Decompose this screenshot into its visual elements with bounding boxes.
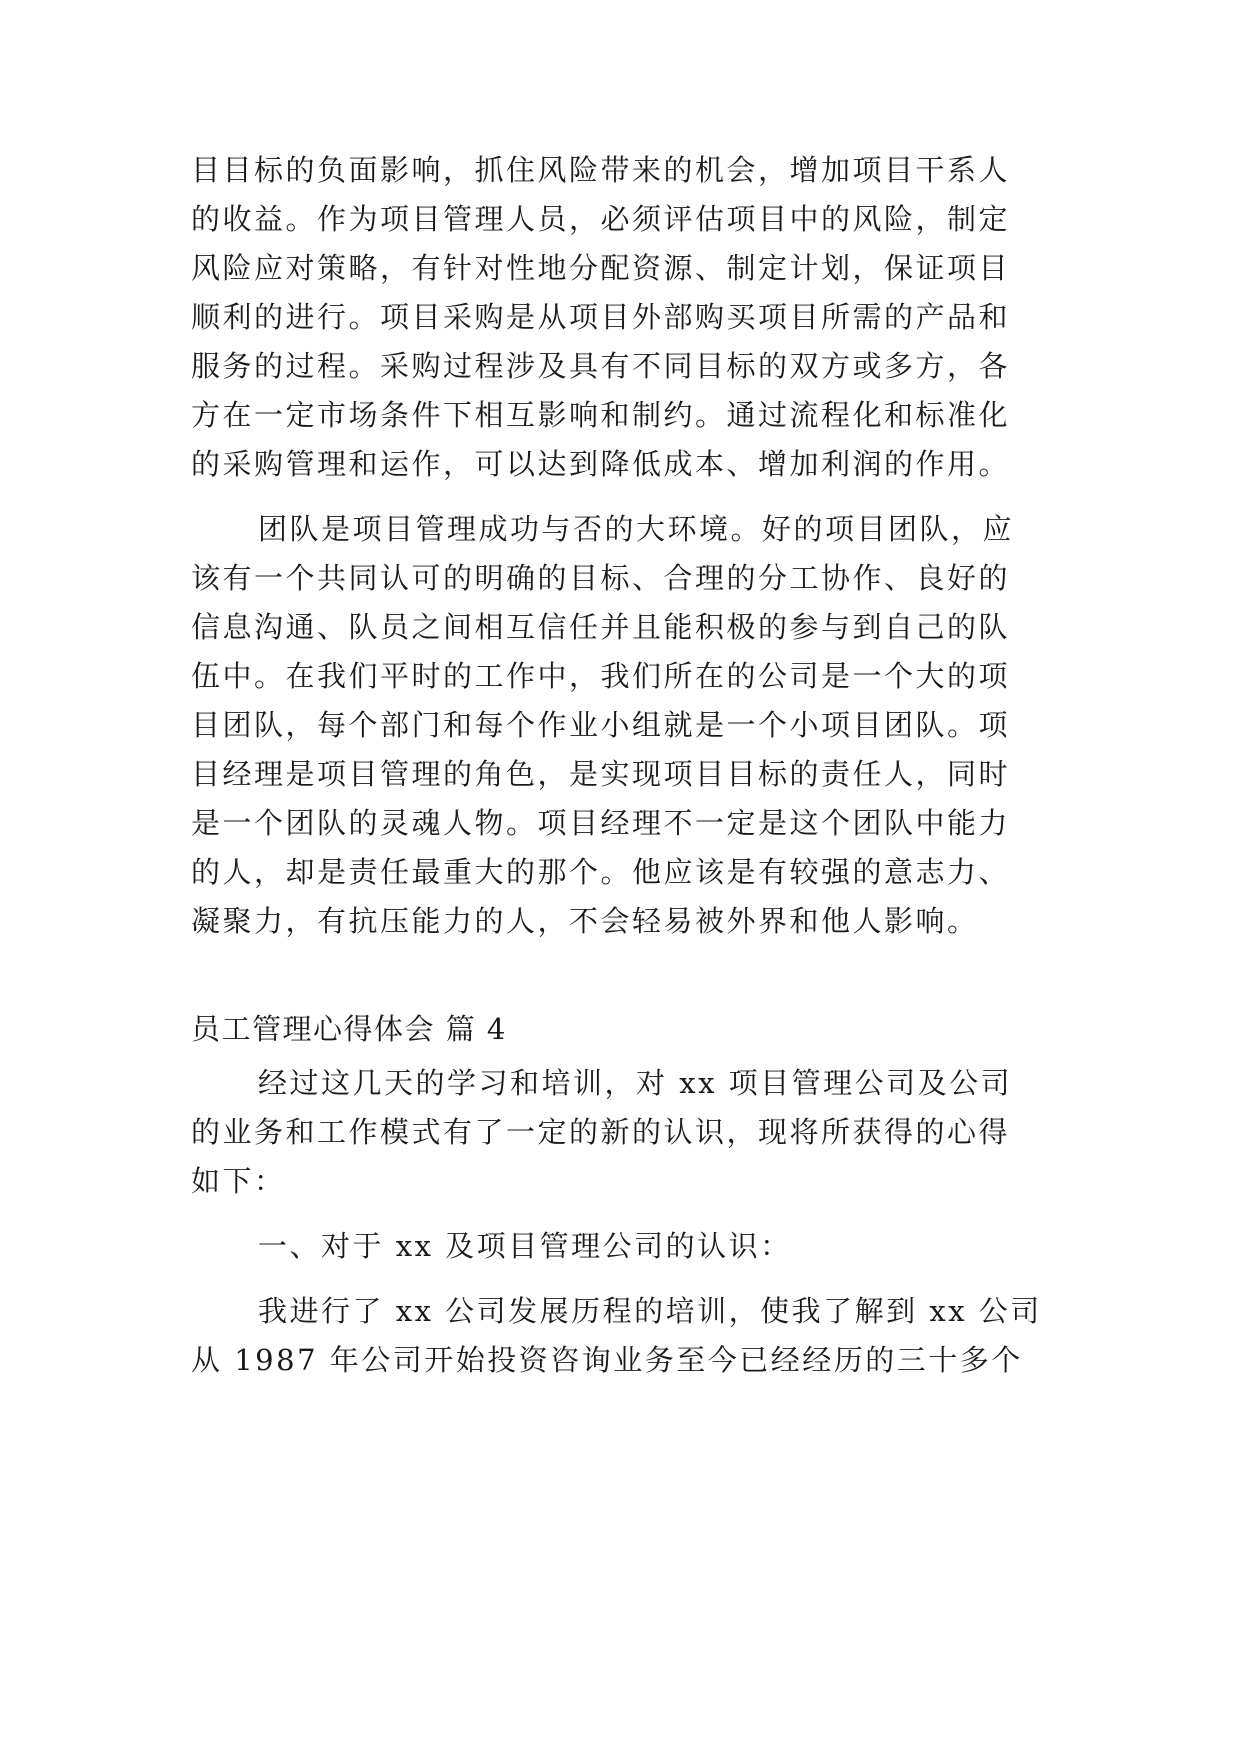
paragraph-line: 服务的过程。采购过程涉及具有不同目标的双方或多方，各 [191,349,1011,383]
paragraph-line: 该有一个共同认可的明确的目标、合理的分工协作、良好的 [191,561,1011,595]
paragraph-line: 我进行了 xx 公司发展历程的培训，使我了解到 xx 公司 [258,1294,1042,1328]
paragraph-line: 的采购管理和运作，可以达到降低成本、增加利润的作用。 [191,447,1011,481]
section-heading: 员工管理心得体会 篇 4 [191,1012,507,1046]
paragraph-line: 目团队，每个部门和每个作业小组就是一个小项目团队。项 [191,708,1011,742]
paragraph-line: 伍中。在我们平时的工作中，我们所在的公司是一个大的项 [191,659,1011,693]
paragraph-line: 目目标的负面影响，抓住风险带来的机会，增加项目干系人 [191,153,1011,187]
subheading: 一、对于 xx 及项目管理公司的认识： [258,1229,792,1263]
paragraph-line: 经过这几天的学习和培训，对 xx 项目管理公司及公司 [258,1066,1013,1100]
paragraph-line: 团队是项目管理成功与否的大环境。好的项目团队，应 [258,512,1015,546]
paragraph-line: 信息沟通、队员之间相互信任并且能积极的参与到自己的队 [191,610,1011,644]
paragraph-line: 风险应对策略，有针对性地分配资源、制定计划，保证项目 [191,251,1011,285]
paragraph-line: 的人，却是责任最重大的那个。他应该是有较强的意志力、 [191,855,1011,889]
paragraph-line: 目经理是项目管理的角色，是实现项目目标的责任人，同时 [191,757,1011,791]
paragraph-line: 方在一定市场条件下相互影响和制约。通过流程化和标准化 [191,398,1011,432]
paragraph-line: 凝聚力，有抗压能力的人，不会轻易被外界和他人影响。 [191,904,979,938]
paragraph-line: 从 1987 年公司开始投资咨询业务至今已经经历的三十多个 [191,1343,1023,1377]
paragraph-line: 顺利的进行。项目采购是从项目外部购买项目所需的产品和 [191,300,1011,334]
paragraph-line: 是一个团队的灵魂人物。项目经理不一定是这个团队中能力 [191,806,1011,840]
paragraph-line: 的收益。作为项目管理人员，必须评估项目中的风险，制定 [191,202,1011,236]
paragraph-line: 如下： [191,1164,286,1198]
paragraph-line: 的业务和工作模式有了一定的新的认识，现将所获得的心得 [191,1115,1011,1149]
